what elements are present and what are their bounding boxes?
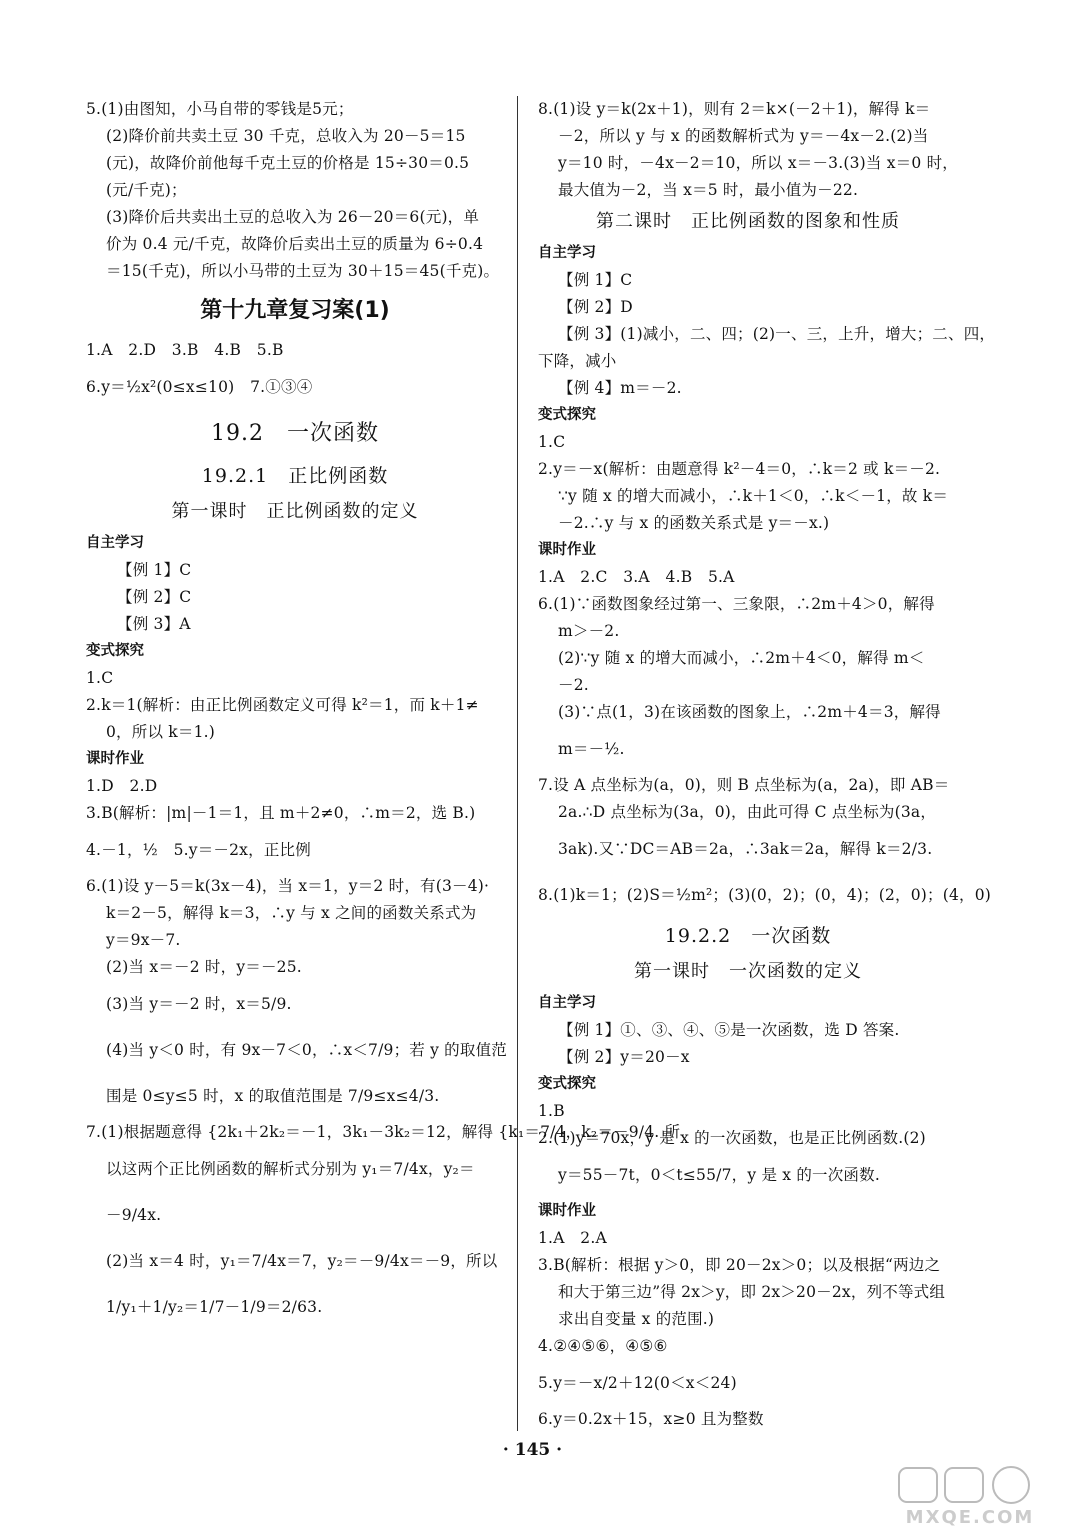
answer-line: (3)∵点(1，3)在该函数的图象上，∴2m＋4＝3，解得 [558,703,941,721]
answer-line: 和大于第三边”得 2x＞y，即 2x＞20－2x，列不等式组 [558,1283,946,1301]
answer-line: (3)当 y＝－2 时，x＝5/9. [106,995,292,1013]
answer-line: 【例 1】C [117,561,192,579]
section-heading: 19.2.1 正比例函数 [201,465,389,487]
answer-line: 8.(1)设 y＝k(2x＋1)，则有 2＝k×(－2＋1)，解得 k＝ [538,100,931,118]
answer-line: (2)当 x＝4 时，y₁＝7/4x＝7，y₂＝－9/4x＝－9，所以 [106,1252,498,1270]
answer-line: y＝10 时，－4x－2＝10，所以 x＝－3.(3)当 x＝0 时， [558,154,958,172]
answer-line: 2.y＝－x(解析：由题意得 k²－4＝0，∴k＝2 或 k＝－2. [538,460,941,478]
answer-line: 1.A 2.C 3.A 4.B 5.A [538,568,735,586]
column-divider [517,96,518,1431]
answer-line: 2.k＝1(解析：由正比例函数定义可得 k²＝1，而 k＋1≠ [86,696,479,714]
answer-line: 求出自变量 x 的范围.) [558,1310,715,1328]
answer-line: 0，所以 k＝1.) [106,723,216,741]
subsection-label: 自主学习 [538,245,596,261]
answer-line: －2.∴y 与 x 的函数关系式是 y＝－x.) [558,514,830,532]
section-heading: 第一课时 一次函数的定义 [634,961,862,982]
answer-line: 1.C [538,433,566,451]
answer-line: 【例 3】(1)减小，二、四；(2)一、三，上升，增大；二、四， [558,325,996,343]
subsection-label: 自主学习 [538,995,596,1011]
answer-line: 2a.∴D 点坐标为(3a，0)，由此可得 C 点坐标为(3a， [558,803,937,821]
section-heading: 19.2.2 一次函数 [664,925,832,947]
watermark-logo [895,1465,1045,1529]
answer-line: 5.(1)由图知，小马自带的零钱是5元； [86,100,354,118]
answer-line: 【例 3】A [117,615,191,633]
answer-line: 1/y₁＋1/y₂＝1/7－1/9＝2/63. [106,1298,323,1316]
subsection-label: 变式探究 [86,643,144,659]
answer-line: m＞－2. [558,622,620,640]
right-column [538,96,996,1433]
answer-line: 【例 1】①、③、④、⑤是一次函数，选 D 答案. [558,1021,900,1039]
answer-line: 2.(1)y＝70x，y 是 x 的一次函数，也是正比例函数.(2) [538,1129,926,1147]
subsection-label: 课时作业 [538,1203,596,1219]
answer-line: y＝9x－7. [106,931,181,949]
answer-line: 以这两个正比例函数的解析式分别为 y₁＝7/4x，y₂＝ [106,1160,475,1178]
answer-line: (3)降价后共卖出土豆的总收入为 26－20＝6(元)，单 [106,208,480,226]
section-heading: 第二课时 正比例函数的图象和性质 [596,211,900,232]
answer-line: ＝15(千克)，所以小马带的土豆为 30＋15＝45(千克)。 [106,262,500,280]
answer-line: (4)当 y＜0 时，有 9x－7＜0，∴x＜7/9；若 y 的取值范 [106,1041,507,1059]
answer-line: 【例 4】m＝－2. [558,379,682,397]
section-heading: 第十九章复习案(1) [200,298,390,323]
answer-line: (元)，故降价前他每千克土豆的价格是 15÷30＝0.5 [106,154,470,172]
answer-line: (2)∵y 随 x 的增大而减小，∴2m＋4＜0，解得 m＜ [558,649,925,667]
subsection-label: 课时作业 [538,542,596,558]
answer-line: 下降，减小 [538,352,617,370]
answer-line: 1.D 2.D [86,777,158,795]
subsection-label: 变式探究 [538,407,596,423]
section-heading: 第一课时 正比例函数的定义 [171,501,419,522]
answer-line: k＝2－5，解得 k＝3，∴y 与 x 之间的函数关系式为 [106,904,477,922]
subsection-label: 变式探究 [538,1076,596,1092]
answer-line: 最大值为－2，当 x＝5 时，最小值为－22. [558,181,859,199]
answer-line: 3.B(解析：根据 y＞0，即 20－2x＞0；以及根据“两边之 [538,1256,941,1274]
subsection-label: 课时作业 [86,751,144,767]
answer-line: 【例 2】C [117,588,192,606]
answer-line: 7.设 A 点坐标为(a，0)，则 B 点坐标为(a，2a)，即 AB＝ [538,776,950,794]
answer-line: 围是 0≤y≤5 时，x 的取值范围是 7/9≤x≤4/3. [106,1087,440,1105]
answer-line: 1.A 2.D 3.B 4.B 5.B [86,341,284,359]
answer-line: －2. [558,676,589,694]
answer-line: 7.(1)根据题意得 {2k₁＋2k₂＝－1，3k₁－3k₂＝12，解得 {k₁＝7/4，k₂＝－9/4. 所 [86,1123,681,1141]
answer-line: 8.(1)k＝1；(2)S＝½m²；(3)(0，2)；(0，4)；(2，0)；(4，0) [538,886,992,904]
answer-line: 6.y＝½x²(0≤x≤10) 7.①③④ [86,378,313,396]
answer-line: y＝55－7t，0＜t≤55/7，y 是 x 的一次函数. [558,1166,880,1184]
answer-line: 价为 0.4 元/千克，故降价后卖出土豆的质量为 6÷0.4 [106,235,484,253]
answer-line: 4.②④⑤⑥，④⑤⑥ [538,1337,668,1355]
answer-line: 1.A 2.A [538,1229,607,1247]
page-number: · 145 · [502,1440,563,1460]
answer-line: m＝－½. [558,740,625,758]
answer-line: 5.y＝－x/2＋12(0＜x＜24) [538,1374,737,1392]
answer-line: ∵y 随 x 的增大而减小，∴k＋1＜0，∴k＜－1，故 k＝ [558,487,949,505]
answer-line: －9/4x. [106,1206,162,1224]
answer-line: 6.(1)设 y－5＝k(3x－4)，当 x＝1，y＝2 时，有(3－4)· [86,877,490,895]
answer-line: (元/千克)； [106,181,187,199]
answer-line: 【例 2】D [558,298,633,316]
answer-line: 3ak).又∵DC＝AB＝2a，∴3ak＝2a，解得 k＝2/3. [558,840,933,858]
svg-text:MXQE.COM: MXQE.COM [905,1507,1035,1528]
subsection-label: 自主学习 [86,535,144,551]
answer-line: (2)降价前共卖土豆 30 千克，总收入为 20－5＝15 [106,127,466,145]
answer-line: (2)当 x＝－2 时，y＝－25. [106,958,302,976]
answer-line: 1.C [86,669,114,687]
answer-line: 6.(1)∵函数图象经过第一、三象限，∴2m＋4＞0，解得 [538,595,935,613]
answer-line: 【例 2】y＝20－x [558,1048,690,1066]
answer-line: －2，所以 y 与 x 的函数解析式为 y＝－4x－2.(2)当 [558,127,929,145]
answer-line: 6.y＝0.2x＋15，x≥0 且为整数 [538,1410,764,1428]
section-heading: 19.2 一次函数 [211,421,379,446]
answer-line: 1.B [538,1102,565,1120]
answer-line: 4.－1，½ 5.y＝－2x，正比例 [86,841,311,859]
answer-line: 3.B(解析：|m|－1＝1，且 m＋2≠0，∴m＝2，选 B.) [86,804,476,822]
answer-line: 【例 1】C [558,271,633,289]
